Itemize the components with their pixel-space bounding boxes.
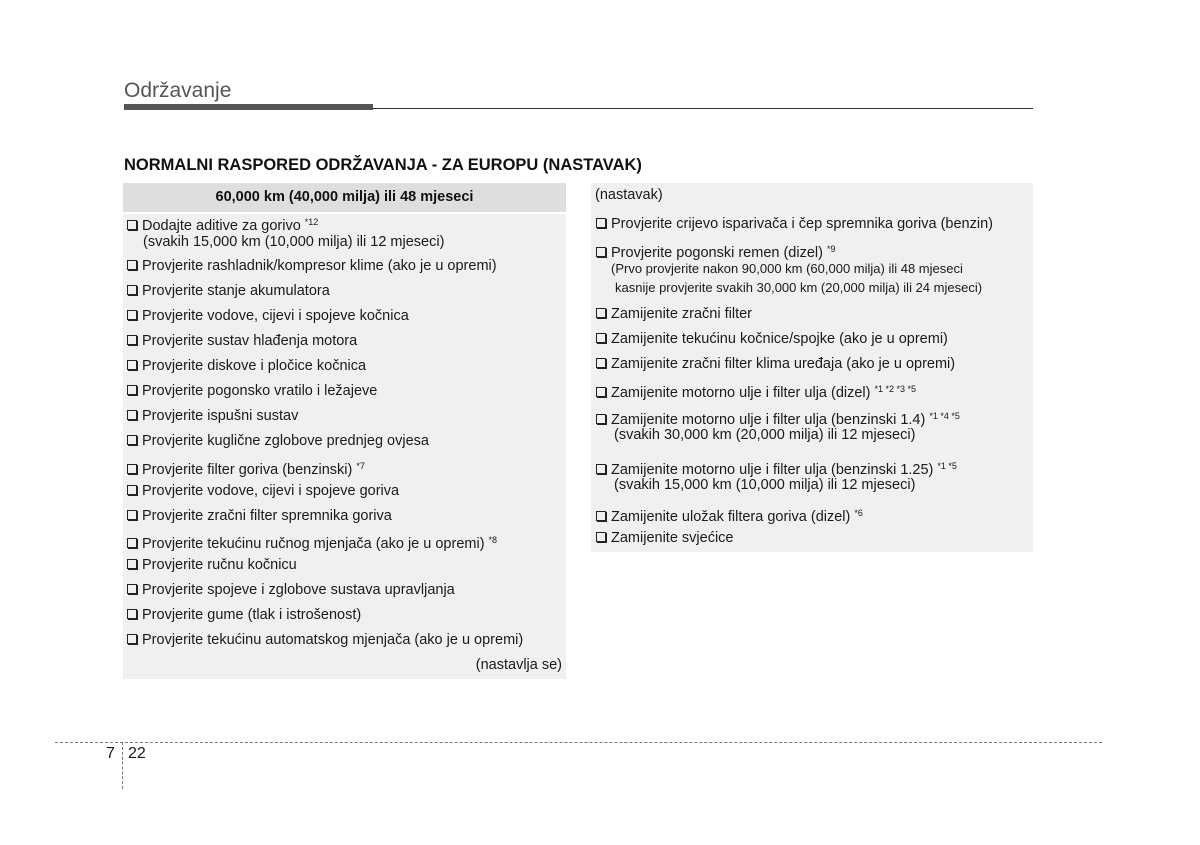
header-rule-accent — [124, 104, 373, 110]
checkbox-icon — [127, 464, 137, 474]
list-item: Provjerite ispušni sustav — [127, 408, 298, 425]
list-item: Provjerite pogonski remen (dizel) $^{*9}$ — [596, 241, 835, 262]
checkbox-icon — [127, 385, 137, 395]
item-note: kasnije provjerite svakih 30,000 km (20,000 milja) ili 24 mjeseci) — [615, 280, 983, 295]
list-item: Provjerite sustav hlađenja motora — [127, 333, 357, 350]
list-item: Provjerite stanje akumulatora — [127, 283, 330, 300]
checkbox-icon — [127, 310, 137, 320]
item-note: (svakih 15,000 km (10,000 milja) ili 12 mjeseci) — [143, 234, 445, 250]
list-item: Provjerite diskove i pločice kočnica — [127, 358, 366, 375]
item-note: (svakih 15,000 km (10,000 milja) ili 12 mjeseci) — [614, 477, 916, 493]
checkbox-icon — [596, 532, 606, 542]
checkbox-icon — [127, 559, 137, 569]
list-item: Provjerite spojeve i zglobove sustava upravljanja — [127, 582, 455, 599]
continues-note: (nastavlja se) — [475, 657, 562, 673]
list-item: Provjerite filter goriva (benzinski) $^{*7}$ — [127, 458, 365, 479]
list-item: Provjerite crijevo isparivača i čep spremnika goriva (benzin) — [596, 216, 993, 233]
list-item: Provjerite pogonsko vratilo i ležajeve — [127, 383, 377, 400]
checkbox-icon — [596, 358, 606, 368]
list-item: Provjerite rashladnik/kompresor klime (ako je u opremi) — [127, 258, 497, 275]
list-item: Zamijenite motorno ulje i filter ulja (benzinski 1.25) $^{*1 *5}$ — [596, 458, 957, 479]
list-item: Dodajte aditive za gorivo $^{*12}$ — [127, 214, 318, 235]
checkbox-icon — [596, 511, 606, 521]
checkbox-icon — [127, 435, 137, 445]
footer-divider — [55, 742, 1102, 743]
checkbox-icon — [127, 609, 137, 619]
page-heading: NORMALNI RASPORED ODRŽAVANJA - ZA EUROPU (NASTAVAK) — [124, 156, 642, 174]
list-item: Provjerite tekućinu ručnog mjenjača (ako je u opremi) $^{*8}$ — [127, 532, 497, 553]
right-column — [591, 183, 1033, 552]
section-title: Održavanje — [124, 79, 232, 102]
list-item: Zamijenite zračni filter — [596, 306, 752, 323]
list-item: Zamijenite uložak filtera goriva (dizel) $^{*6}$ — [596, 505, 863, 526]
checkbox-icon — [596, 218, 606, 228]
checkbox-icon — [127, 335, 137, 345]
list-item: Provjerite gume (tlak i istrošenost) — [127, 607, 361, 624]
list-item: Zamijenite motorno ulje i filter ulja (dizel) $^{*1 *2 *3 *5}$ — [596, 381, 916, 402]
item-note: (Prvo provjerite nakon 90,000 km (60,000 milja) ili 48 mjeseci — [611, 261, 963, 276]
list-item: Zamijenite motorno ulje i filter ulja (benzinski 1.4) $^{*1 *4 *5}$ — [596, 408, 960, 429]
checkbox-icon — [127, 285, 137, 295]
checkbox-icon — [127, 538, 137, 548]
page-number: 22 — [128, 745, 146, 762]
checkbox-icon — [127, 584, 137, 594]
checkbox-icon — [596, 247, 606, 257]
checkbox-icon — [127, 220, 137, 230]
list-item: Provjerite vodove, cijevi i spojeve kočnica — [127, 308, 409, 325]
interval-header: 60,000 km (40,000 milja) ili 48 mjeseci — [123, 183, 566, 212]
list-item: Provjerite kuglične zglobove prednjeg ovjesa — [127, 433, 429, 450]
list-item: Zamijenite svjećice — [596, 530, 734, 547]
list-item: Provjerite vodove, cijevi i spojeve goriva — [127, 483, 399, 500]
list-item: Provjerite zračni filter spremnika goriva — [127, 508, 392, 525]
list-item: Zamijenite tekućinu kočnice/spojke (ako je u opremi) — [596, 331, 948, 348]
checkbox-icon — [127, 410, 137, 420]
checkbox-icon — [127, 260, 137, 270]
chapter-number: 7 — [106, 745, 115, 762]
left-column — [123, 183, 566, 679]
list-item: Provjerite tekućinu automatskog mjenjača (ako je u opremi) — [127, 632, 523, 649]
checkbox-icon — [596, 333, 606, 343]
list-item: Provjerite ručnu kočnicu — [127, 557, 297, 574]
checkbox-icon — [596, 464, 606, 474]
item-note: (svakih 30,000 km (20,000 milja) ili 12 mjeseci) — [614, 427, 916, 443]
checkbox-icon — [127, 510, 137, 520]
checkbox-icon — [127, 485, 137, 495]
list-item: Zamijenite zračni filter klima uređaja (ako je u opremi) — [596, 356, 955, 373]
continued-label: (nastavak) — [595, 187, 663, 203]
checkbox-icon — [596, 387, 606, 397]
checkbox-icon — [596, 308, 606, 318]
checkbox-icon — [596, 414, 606, 424]
checkbox-icon — [127, 634, 137, 644]
checkbox-icon — [127, 360, 137, 370]
footer-page-divider — [122, 742, 123, 789]
